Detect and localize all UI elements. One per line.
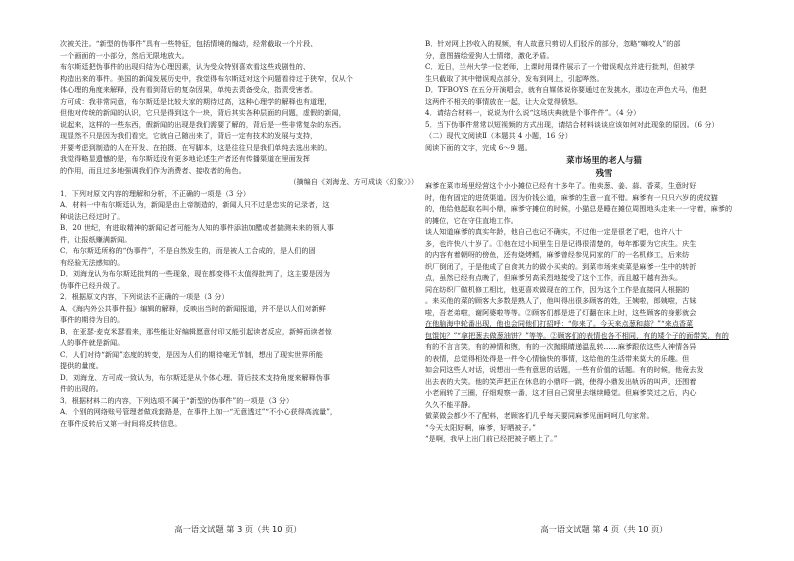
text-line: 分，意图描绘爱狗人士情绪，激化矛盾。 — [425, 50, 554, 60]
text-line: 小老闹转了三圈，仔细观察一番，这才回自己窝里去继续睡觉。但麻爹笑过之后，内心 — [425, 388, 697, 397]
text-line: 有的不言言笑，有的神情和煦，有的一次抛眼睛递温乱转……麻爹跟依这些人神情各异 — [425, 342, 697, 351]
text-line: 体心理的角度来解释，没有看到背后的复杂因果，单纯去责备受众，指责受害者。 — [60, 85, 318, 94]
text-line: A．材料一中布尔斯廷认为，新闻是由上帝制造的，新闻人只不过是忠实的记录者，这 — [60, 200, 330, 209]
text-line: 我觉得略显遗憾的是，布尔斯廷没有更多地论述生产者还有传播渠道在里面发挥 — [60, 154, 311, 163]
text-line: 同在纺织厂做机修工相比，他更喜欢做现在的工作，因为这个工作是直接同人根据的 — [425, 284, 690, 294]
text-line: 事件的期待为目的。 — [60, 315, 125, 324]
text-line: C．近日，兰州大学一位老师，上课时用课件展示了一个错误观点并进行批判，但被学 — [425, 62, 695, 71]
text-line: 伪事件已经升级了。 — [60, 280, 125, 290]
text-line — [425, 330, 783, 342]
text-line: 出去表的大笑。他的笑声把正在休息的小鼎吓一跳，使得小鼎发出轨诉的叫声，还围着 — [425, 376, 697, 386]
text-line: 的，他给他起取名叫小鼎，麻爹守摊位的时候，小猫总是睡在摊位周围地头走来一一守着，麻爹的 — [425, 204, 733, 213]
text-line: 布尔斯廷把伪事件的出现归结为心理因素，认为受众特别喜欢看这些戏剧性的、 — [60, 62, 311, 71]
text-line: 这两件不相关的事情放在一起，让大众觉得愤怒。 — [425, 96, 583, 106]
text-line: B．20 世纪，有进取精神的新闻记者可能为人知的事件添油加醋或者揣测未来的领人事 — [60, 223, 334, 232]
underlined-sentence: 包馄饨？”“拿把葱去做葱油饼？”等等。 — [425, 330, 551, 340]
text-line: 的作用，而且过多地强调我们作为消费者、接收者的角色。 — [60, 165, 246, 175]
text-line: 阅读下面的文字，完成 6～9 题。 — [425, 142, 532, 152]
text-line: 生只截取了其中错误观点部分，发布到网上，引起哗然。 — [425, 73, 604, 83]
text-line: 1．下列对原文内容的理解和分析，不正确的一项是（3 分） — [60, 188, 251, 198]
text-line: 啦，吾老弟啦，谢阿婆啦等等。②顾客们都是进了灯翻在床上时，这些顾客的身影就会 — [425, 307, 697, 317]
text-line: 织厂倒闭了，于是他成了自食其力的做小买卖的。到菜市场来卖菜是麻爹一生中的转折 — [425, 261, 697, 271]
text-line: 点，虽然已经有点晚了，但麻爹另高采烈地接受了这个工作，而且越干越有劲头。 — [425, 273, 683, 282]
text-line: 时，他有固定的进货渠道。因为价钱公道，麻爹的生意一直不错。麻爹有一只只六岁的虎纹猫 — [425, 192, 718, 202]
text-line: D．刘海龙、方可成一致认为，布尔斯廷是从个体心理、背后技术支持角度来解释伪事 — [60, 372, 331, 382]
text-line: 有经验无法感知的。 — [60, 257, 125, 267]
text-line: C．布尔斯廷所称的“伪事件”，不是自然发生的，而是被人工合成的，是人们的固 — [60, 246, 316, 255]
text-line: 构造出来的事件。美国的新闻发展历史中，我觉得布尔斯廷对这个问题看待过于狭窄，仅从个 — [60, 73, 353, 83]
text-line: B．针对网上抄收入的视频，有人故意只剪切人们驳斥的部分，忽略“嘛咬人”的部 — [425, 39, 681, 48]
text-line: 现显然不只是因为我们看完，它就自己随出来了，背后一定有技术的发展与支持， — [60, 131, 318, 140]
text-line: 次被关注。“新型的伪事件”具有一些特征，包括情境的煽动，经常截取一个片段、 — [60, 39, 318, 48]
text-line: 在事件反转后又第一时间将反转信息。 — [60, 418, 182, 428]
text-line: （二）现代文阅读Ⅱ（本题共 4 小题，16 分） — [425, 131, 572, 140]
text-line: 4．请结合材料一，说说为什么说“这场庆典就是个事件件”。（4 分） — [425, 108, 641, 117]
text-line: 的内容有着朝呀的傍鱼，还有烧烤鳕，麻爹曾经参见同家的厂的一名机修工，后来纺 — [425, 250, 690, 259]
left-column — [60, 38, 418, 429]
text-line: 但他对传统的新闻的认识，它只是得到这个一块，背后其实各种层面的问题，虚假的新闻， — [60, 108, 346, 117]
text-line: 的摊位，它在守住直地工作。 — [425, 215, 518, 225]
text-line: 一个画面的一小部分，然后无限地放大。 — [60, 50, 189, 60]
page-footer-left: 高一语文试题 第 3 页（共 10 页） — [174, 524, 302, 534]
text-line: B．在亚瑟·麦克米瑟看来，那些能让好编辑愿意付印又能引起读者反应，新鲜而读者惊 — [60, 326, 332, 336]
text-line: A．个别的网络账号管理者做戏套路是，在事件上加一“无意透过”“不小心获得高流量”， — [60, 407, 338, 416]
underlined-sentence: ②顾客们的表情也各不相同，有的矮个子的面带笑，有的 — [550, 330, 729, 340]
text-line: 5．当下伪事件常常以短视频的方式出现，请结合材料谈谈应该如何对此现象的原因。（6 分） — [425, 119, 719, 129]
text-line: “是啊，我早上出门前已经把被子晒上了。” — [425, 434, 558, 443]
text-line: 多，也许快八十岁了。①他在过小间里生日是记得很清楚的，每年都要为它庆生。庆生 — [425, 238, 697, 248]
text-line: 件的出现的。 — [60, 384, 103, 393]
text-line: 并要考虑到制造的人在开发、在拍摄、在写脚本，这是往往只是我们单纯去选出来的。 — [60, 142, 332, 152]
story-author: 残雪 — [595, 168, 613, 178]
text-line: 件，让报纸赚满新闻。 — [60, 234, 132, 244]
text-line: C．人们对待“新闻”态度的转变，是因为人们的期待毫无节制，想出了现实世界所能 — [60, 349, 323, 359]
text-line: 3．根据材料二的内容，下列选项不属于“新型的伪事件”的一项是（3 分） — [60, 395, 294, 405]
text-line — [425, 318, 783, 330]
text-line: A．《海内外公共事件报》编辑的解释，反映出当时的新闻报道，并不是以人们对新鲜 — [60, 303, 326, 313]
text-line: 做菜做会都少不了配料，老顾客们几乎每天要同麻爹见面呵呵几句家常。 — [425, 411, 654, 420]
text-line: D．TFBOYS 在五分开演唱会，就有自媒体说你要通过在发挑水，那边在声色犬马，他把 — [425, 85, 707, 94]
text-line: 说起来，这样的一些东西，假新闻的出现是我们需要了解的，背后是一些非常复杂的东西。 — [60, 119, 346, 129]
text-line: D．刘海龙认为布尔斯廷批判的一些现象，现在都变得不太值得批判了，这主要是因为 — [60, 269, 331, 278]
text-line: 提供的量度。 — [60, 361, 103, 370]
text-line: 麻爹在菜市场里经营这个小小摊位已经有十多年了。他卖葱、姜、蒜、香菜，生意时好 — [425, 181, 697, 190]
text-line: （摘编自《刘海龙、方可成谈〈幻象〉》） — [289, 177, 418, 186]
text-line: “今天太阳好啊，麻爹，好晒被子。” — [425, 422, 536, 432]
text-line: 种说法已经过时了。 — [60, 211, 125, 221]
text-line: 谈人知道麻爹的真实年龄，他自己也记不确实，不过他一定是很老了吧，也许八十 — [425, 227, 683, 236]
text-line: 2．根据原文内容，下列说法不正确的一项是（3 分） — [60, 292, 229, 301]
page-footer-right: 高一语文试题 第 4 页（共 10 页） — [540, 524, 668, 534]
text-line: 如会同这些人对话，说想出一些有意思的话题，一些有价值的话题。有的时候，他竟去发 — [425, 365, 704, 374]
text-line: 。来买他的菜的顾客大多数是熟人了，他叫得出很多顾客的姓，王姨啦，郎姨啦，古妹 — [425, 296, 697, 305]
underlined-sentence: 在他脑海中轮番出现，他也会同他们打招呼：“你来了。今天来点葱和蒜？”“来点香菜 — [425, 319, 694, 328]
story-title: 菜市场里的老人与猫 — [566, 155, 642, 165]
text-line: 人的事件就是新闻。 — [60, 338, 125, 347]
right-column — [425, 38, 783, 445]
text-line: 久久不能平静。 — [425, 399, 476, 409]
text-line: 的表情，总觉得相处得是一件令心情愉快的事情，这给他的生活带来莫大的乐趣。但 — [425, 353, 690, 363]
text-line: 方可成：我非常同意，布尔斯廷是比较大家的期待过高，这种心理学的解释也有道理， — [60, 96, 332, 106]
